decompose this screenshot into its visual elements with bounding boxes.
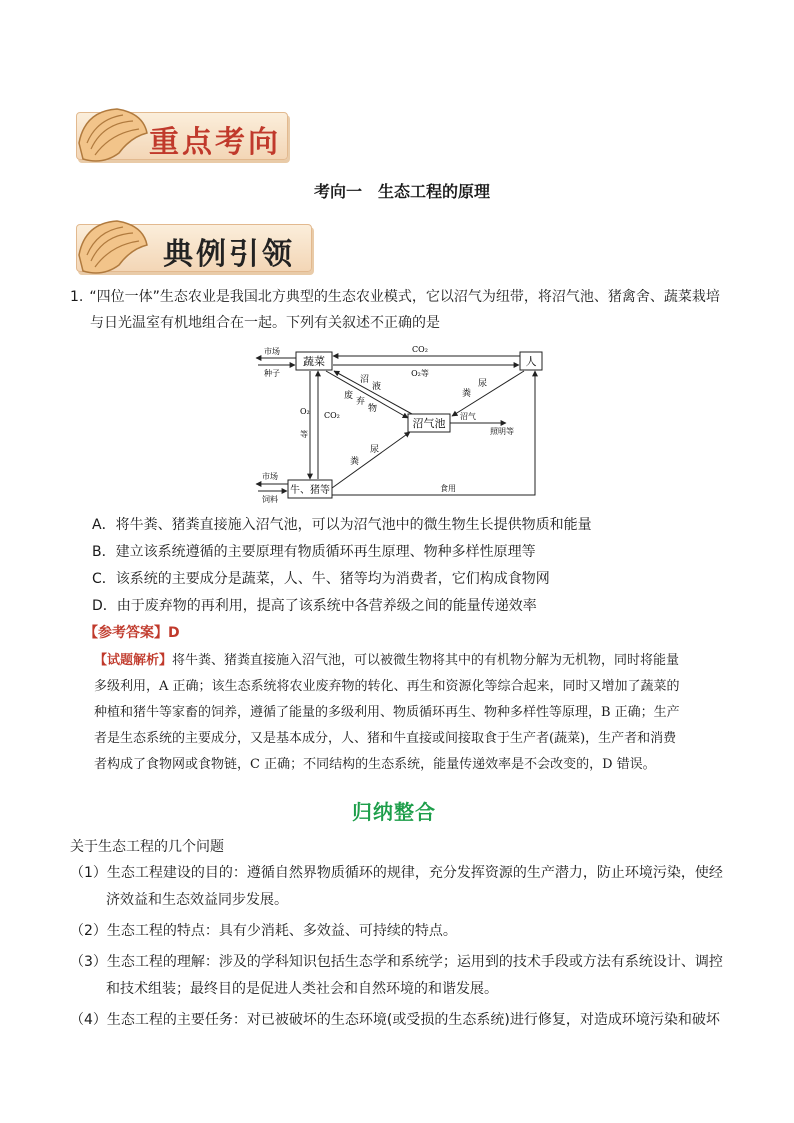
label-biogas-gas: 沼气 <box>460 412 476 421</box>
section-title: 考向一 生态工程的原理 <box>314 182 491 201</box>
label-eat: 食用 <box>440 484 456 493</box>
node-human <box>520 352 542 370</box>
label-market-bottom: 市场 <box>262 472 278 481</box>
label-etc-left: 等 <box>300 430 308 439</box>
option-d[interactable]: D．由于废弃物的再利用，提高了该系统中各营养级之间的能量传递效率 <box>92 598 537 614</box>
label-waste-1: 废 <box>344 391 354 401</box>
label-feces-2: 尿 <box>478 379 488 389</box>
label-co2-top: CO₂ <box>412 345 428 354</box>
eco-agriculture-diagram <box>250 338 550 508</box>
node-vegetable-label: 蔬菜 <box>303 355 325 368</box>
node-livestock <box>288 480 332 498</box>
focus-banner-text: 重点考向 <box>149 125 281 160</box>
summary-item-2 <box>70 918 740 945</box>
label-co2-left: CO₂ <box>324 411 340 420</box>
analysis-line-1: 将牛粪、猪粪直接施入沼气池，可以被微生物将其中的有机物分解为无机物，同时将能量 <box>172 653 680 668</box>
question-stem-line1: “四位一体”生态农业是我国北方典型的生态农业模式，它以沼气为纽带，将沼气池、猪禽舍、蔬菜栽培 <box>89 289 720 305</box>
summary-item-3-line2: 和技术组装；最终目的是促进人类社会和自然环境的和谐发展。 <box>106 981 498 997</box>
conch-shell-icon <box>73 215 151 281</box>
options-list <box>92 512 732 620</box>
summary-item-1-line2: 济效益和生态效益同步发展。 <box>106 892 288 908</box>
label-feces-4: 尿 <box>370 445 380 455</box>
label-feed: 饲料 <box>262 495 278 504</box>
example-banner <box>76 224 312 272</box>
question-stem <box>70 284 730 336</box>
option-b[interactable]: B．建立该系统遵循的主要原理有物质循环再生原理、物种多样性原理等 <box>92 544 536 560</box>
label-seed: 种子 <box>264 369 280 378</box>
question-stem-line2: 与日光温室有机地组合在一起。下列有关叙述不正确的是 <box>90 315 440 331</box>
summary-item-3 <box>70 949 740 1003</box>
analysis-block <box>94 648 734 778</box>
option-c[interactable]: C．该系统的主要成分是蔬菜，人、牛、猪等均为消费者，它们构成食物网 <box>92 571 550 587</box>
node-vegetable <box>296 352 332 370</box>
summary-item-4 <box>70 1007 740 1034</box>
label-waste-3: 物 <box>368 404 378 414</box>
node-biogas <box>408 414 450 432</box>
summary-item-4-line1: （4）生态工程的主要任务：对已被破坏的生态环境(或受损的生态系统)进行修复，对造成环境污染和破坏 <box>70 1012 720 1028</box>
summary-item-1-line1: （1）生态工程建设的目的：遵循自然界物质循环的规律，充分发挥资源的生产潜力，防止环境污染，使经 <box>70 865 723 881</box>
label-o2-etc: O₂等 <box>411 369 429 378</box>
example-banner-text: 典例引领 <box>163 237 295 272</box>
summary-intro: 关于生态工程的几个问题 <box>70 839 224 855</box>
node-human-label: 人 <box>525 355 537 368</box>
label-market-top: 市场 <box>264 347 280 356</box>
analysis-line-2: 多级利用，A 正确；该生态系统将农业废弃物的转化、再生和资源化等综合起来，同时又增加了蔬菜的 <box>94 679 680 694</box>
analysis-label: 【试题解析】 <box>94 653 173 668</box>
summary-title: 归纳整合 <box>352 800 436 824</box>
label-feces-3: 粪 <box>350 457 360 467</box>
node-livestock-label: 牛、猪等 <box>290 485 330 496</box>
summary-item-2-line1: （2）生态工程的特点：具有少消耗、多效益、可持续的特点。 <box>70 923 457 939</box>
option-a[interactable]: A．将牛粪、猪粪直接施入沼气池，可以为沼气池中的微生物生长提供物质和能量 <box>92 517 592 533</box>
label-slurry-2: 液 <box>372 382 382 392</box>
summary-item-3-line1: （3）生态工程的理解：涉及的学科知识包括生态学和系统学；运用到的技术手段或方法有系统设计、调控 <box>70 954 723 970</box>
answer-label: 【参考答案】 <box>84 625 168 641</box>
label-o2-left: O₂ <box>300 407 310 416</box>
analysis-line-4: 者是生态系统的主要成分，又是基本成分，人、猪和牛直接或间接取食于生产者(蔬菜)，生产者和消费 <box>94 731 677 746</box>
label-slurry-1: 沼 <box>360 375 370 385</box>
reference-answer <box>84 620 180 646</box>
summary-list <box>70 860 740 1034</box>
summary-item-1 <box>70 860 740 914</box>
analysis-line-5: 者构成了食物网或食物链，C 正确；不同结构的生态系统，能量传递效率是不会改变的，D 错误。 <box>94 757 656 772</box>
focus-banner <box>76 112 288 160</box>
analysis-line-3: 种植和猪牛等家畜的饲养，遵循了能量的多级利用、物质循环再生、物种多样性等原理，B 正确；生产 <box>94 705 680 720</box>
question-number: 1. <box>70 289 84 305</box>
label-feces-1: 粪 <box>462 389 472 399</box>
answer-value: D <box>168 625 180 641</box>
node-biogas-label: 沼气池 <box>412 417 446 430</box>
arrow-livestock-feces-to-biogas <box>332 432 410 488</box>
label-waste-2: 弃 <box>356 397 366 407</box>
conch-shell-icon <box>73 103 151 169</box>
label-lighting: 照明等 <box>490 427 514 436</box>
